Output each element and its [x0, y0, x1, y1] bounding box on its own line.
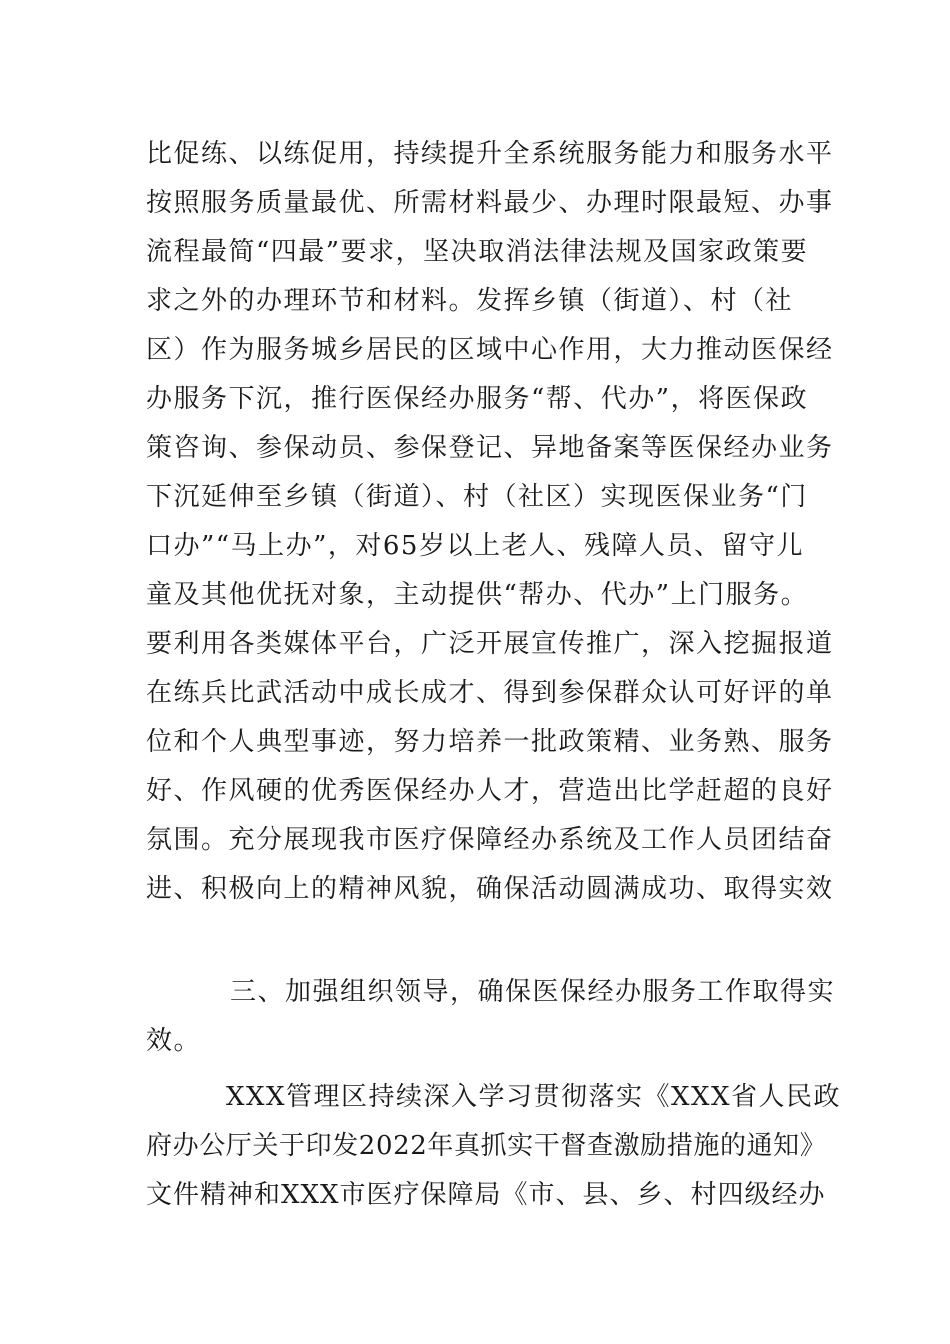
body-line-10: 童及其他优抚对象，主动提供“帮办、代办”上门服务。 — [146, 580, 809, 610]
body-line-5: 区）作为服务城乡居民的区域中心作用，大力推动医保经 — [146, 335, 834, 365]
final-line-3: 文件精神和XXX市医疗保障局《市、县、乡、村四级经办 — [146, 1180, 826, 1210]
body-line-16: 进、积极向上的精神风貌，确保活动圆满成功、取得实效 — [146, 874, 834, 904]
final-line-2: 府办公厅关于印发2022年真抓实干督查激励措施的通知》 — [146, 1131, 827, 1161]
body-line-3: 流程最简“四最”要求，坚决取消法律法规及国家政策要 — [146, 237, 809, 267]
body-line-11: 要利用各类媒体平台，广泛开展宣传推广，深入挖掘报道 — [146, 629, 834, 659]
body-line-1: 比促练、以练促用，持续提升全系统服务能力和服务水平 — [146, 139, 834, 169]
body-line-12: 在练兵比武活动中成长成才、得到参保群众认可好评的单 — [146, 678, 834, 708]
body-line-7: 策咨询、参保动员、参保登记、异地备案等医保经办业务 — [146, 433, 834, 463]
section-heading-line-1: 三、加强组织领导，确保医保经办服务工作取得实 — [230, 977, 836, 1007]
body-line-13: 位和个人典型事迹，努力培养一批政策精、业务熟、服务 — [146, 727, 834, 757]
section-heading-line-2: 效。 — [146, 1026, 202, 1056]
body-line-6: 办服务下沉，推行医保经办服务“帮、代办”，将医保政 — [146, 384, 809, 414]
body-line-15: 氛围。充分展现我市医疗保障经办系统及工作人员团结奋 — [146, 825, 834, 855]
body-line-14: 好、作风硬的优秀医保经办人才，营造出比学赶超的良好 — [146, 776, 834, 806]
body-line-4: 求之外的办理环节和材料。发挥乡镇（街道）、村（社 — [146, 286, 794, 316]
body-line-2: 按照服务质量最优、所需材料最少、办理时限最短、办事 — [146, 188, 834, 218]
body-line-9: 口办”“马上办”，对65岁以上老人、残障人员、留守儿 — [146, 531, 804, 561]
final-line-1: XXX管理区持续深入学习贯彻落实《XXX省人民政 — [226, 1082, 842, 1112]
body-line-8: 下沉延伸至乡镇（街道）、村（社区）实现医保业务“门 — [146, 482, 808, 512]
